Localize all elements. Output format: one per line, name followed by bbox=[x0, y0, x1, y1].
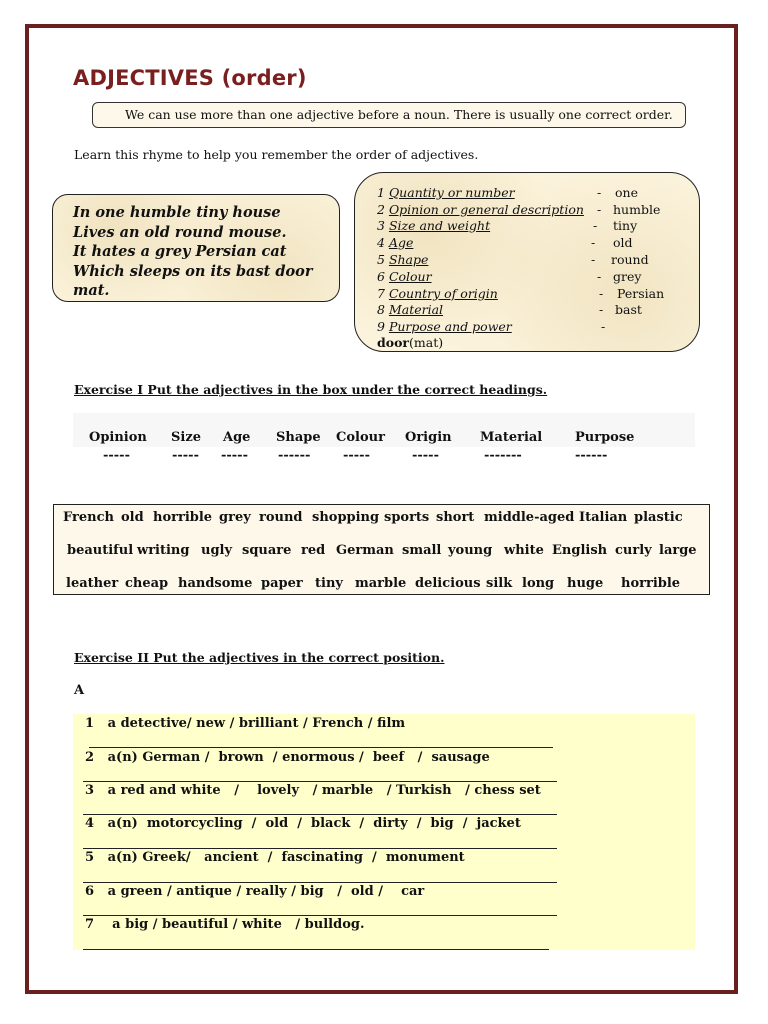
order-row bbox=[377, 202, 661, 218]
order-label: Age bbox=[388, 235, 414, 250]
word-item: young bbox=[448, 543, 493, 558]
word-item: German bbox=[336, 543, 394, 558]
heading-dash: ------ bbox=[278, 448, 311, 463]
word-item: round bbox=[259, 510, 303, 525]
word-item: French bbox=[63, 510, 114, 525]
order-row bbox=[377, 269, 642, 285]
order-number: 1 bbox=[377, 185, 385, 200]
exercise2-title: Exercise II Put the adjectives in the correct position. bbox=[74, 650, 445, 665]
order-dash: - bbox=[597, 269, 602, 284]
order-example: grey bbox=[613, 269, 642, 284]
order-dash: - bbox=[601, 319, 606, 334]
word-item: long bbox=[522, 576, 555, 591]
word-item: ugly bbox=[201, 543, 233, 558]
answer-line[interactable] bbox=[83, 781, 557, 782]
exercise-item: 7 a big / beautiful / white / bulldog. bbox=[85, 917, 365, 932]
rhyme-box bbox=[52, 194, 340, 302]
order-label: Shape bbox=[388, 252, 429, 267]
word-item: Italian bbox=[579, 510, 628, 525]
order-number: 9 bbox=[377, 319, 385, 334]
word-item: cheap bbox=[125, 576, 169, 591]
rhyme-line: It hates a grey Persian cat bbox=[73, 243, 287, 260]
word-item: huge bbox=[567, 576, 604, 591]
order-dash: - bbox=[597, 185, 602, 200]
order-row bbox=[377, 252, 649, 268]
mat-word: (mat) bbox=[409, 335, 444, 350]
order-example: humble bbox=[613, 202, 661, 217]
word-item: small bbox=[402, 543, 442, 558]
order-row bbox=[377, 302, 642, 318]
heading-age: Age bbox=[223, 430, 251, 445]
heading-dash: ----- bbox=[221, 448, 248, 463]
door-word: door bbox=[377, 335, 410, 350]
order-row bbox=[377, 218, 638, 234]
order-label: Size and weight bbox=[388, 218, 491, 233]
order-example: bast bbox=[615, 302, 642, 317]
word-box bbox=[53, 504, 710, 595]
order-dash: - bbox=[591, 235, 596, 250]
word-item: middle-aged bbox=[484, 510, 575, 525]
word-item: writing bbox=[137, 543, 190, 558]
answer-line[interactable] bbox=[83, 915, 557, 916]
order-number: 8 bbox=[377, 302, 385, 317]
intro-text: We can use more than one adjective before a noun. There is usually one correct order. bbox=[125, 107, 673, 122]
order-row bbox=[377, 319, 606, 335]
order-label: Country of origin bbox=[388, 286, 498, 301]
order-number: 5 bbox=[377, 252, 385, 267]
page-title: ADJECTIVES (order) bbox=[73, 66, 307, 90]
heading-shape: Shape bbox=[276, 430, 321, 445]
order-example: old bbox=[613, 235, 633, 250]
word-item: short bbox=[436, 510, 475, 525]
intro-box bbox=[92, 102, 686, 128]
heading-size: Size bbox=[171, 430, 201, 445]
heading-dash: ----- bbox=[343, 448, 370, 463]
word-item: beautiful bbox=[67, 543, 134, 558]
exercise2-items-box bbox=[73, 714, 695, 950]
heading-purpose: Purpose bbox=[575, 430, 635, 445]
exercise-item: 3 a red and white / lovely / marble / Turkish / chess set bbox=[85, 783, 541, 798]
order-example: round bbox=[611, 252, 649, 267]
answer-line[interactable] bbox=[83, 848, 557, 849]
word-item: square bbox=[242, 543, 292, 558]
door-mat-line bbox=[377, 335, 443, 350]
word-item: English bbox=[552, 543, 608, 558]
heading-dash: ------- bbox=[484, 448, 522, 463]
heading-dash: ----- bbox=[412, 448, 439, 463]
heading-material: Material bbox=[480, 430, 543, 445]
heading-origin: Origin bbox=[405, 430, 452, 445]
order-dash: - bbox=[591, 252, 596, 267]
exercise-item: 4 a(n) motorcycling / old / black / dirty / big / jacket bbox=[85, 816, 521, 831]
word-item: silk bbox=[486, 576, 513, 591]
word-item: leather bbox=[66, 576, 119, 591]
word-item: handsome bbox=[178, 576, 253, 591]
answer-line[interactable] bbox=[89, 747, 553, 748]
word-item: curly bbox=[615, 543, 652, 558]
order-dash: - bbox=[599, 286, 604, 301]
order-example: tiny bbox=[613, 218, 638, 233]
rhyme-line: Lives an old round mouse. bbox=[73, 223, 287, 241]
order-label: Colour bbox=[388, 269, 432, 284]
answer-line[interactable] bbox=[83, 882, 557, 883]
order-label: Opinion or general description bbox=[388, 202, 584, 217]
headings-bar bbox=[73, 413, 695, 447]
word-item: large bbox=[659, 543, 697, 558]
word-item: delicious bbox=[415, 576, 481, 591]
order-example: one bbox=[615, 185, 638, 200]
heading-dash: ----- bbox=[103, 448, 130, 463]
order-number: 2 bbox=[377, 202, 385, 217]
heading-opinion: Opinion bbox=[89, 430, 147, 445]
order-row bbox=[377, 286, 665, 302]
order-row bbox=[377, 185, 638, 201]
order-number: 4 bbox=[377, 235, 385, 250]
rhyme-line: Which sleeps on its bast door bbox=[73, 262, 313, 280]
heading-dash: ----- bbox=[172, 448, 199, 463]
word-item: horrible bbox=[153, 510, 213, 525]
rhyme-line: mat. bbox=[73, 282, 110, 299]
word-item: sports bbox=[384, 510, 430, 525]
word-item: white bbox=[504, 543, 544, 558]
word-item: grey bbox=[219, 510, 251, 525]
exercise-item: 2 a(n) German / brown / enormous / beef / sausage bbox=[85, 750, 490, 765]
section-a-label: A bbox=[74, 683, 85, 698]
word-item: paper bbox=[261, 576, 303, 591]
exercise1-title: Exercise I Put the adjectives in the box under the correct headings. bbox=[74, 382, 548, 397]
order-label: Purpose and power bbox=[388, 319, 512, 334]
answer-line[interactable] bbox=[83, 814, 557, 815]
order-dash: - bbox=[593, 218, 598, 233]
order-number: 7 bbox=[377, 286, 385, 301]
order-example: Persian bbox=[617, 286, 665, 301]
word-item: shopping bbox=[312, 510, 380, 525]
order-number: 3 bbox=[377, 218, 385, 233]
adjective-order-box bbox=[354, 172, 700, 352]
exercise-item: 5 a(n) Greek/ ancient / fascinating / monument bbox=[85, 850, 465, 865]
word-item: old bbox=[121, 510, 144, 525]
word-item: red bbox=[301, 543, 326, 558]
learn-instruction: Learn this rhyme to help you remember the order of adjectives. bbox=[74, 147, 479, 162]
rhyme-line: In one humble tiny house bbox=[73, 204, 281, 221]
exercise-item: 1 a detective/ new / brilliant / French / film bbox=[85, 716, 406, 731]
word-item: plastic bbox=[634, 510, 683, 525]
exercise-item: 6 a green / antique / really / big / old / car bbox=[85, 884, 425, 899]
order-number: 6 bbox=[377, 269, 385, 284]
order-dash: - bbox=[597, 202, 602, 217]
word-item: horrible bbox=[621, 576, 681, 591]
order-row bbox=[377, 235, 633, 251]
answer-line[interactable] bbox=[83, 949, 549, 950]
order-label: Quantity or number bbox=[388, 185, 515, 200]
word-item: marble bbox=[355, 576, 407, 591]
word-item: tiny bbox=[315, 576, 343, 591]
heading-dash: ------ bbox=[575, 448, 608, 463]
order-label: Material bbox=[388, 302, 444, 317]
order-dash: - bbox=[599, 302, 604, 317]
heading-colour: Colour bbox=[336, 430, 385, 445]
